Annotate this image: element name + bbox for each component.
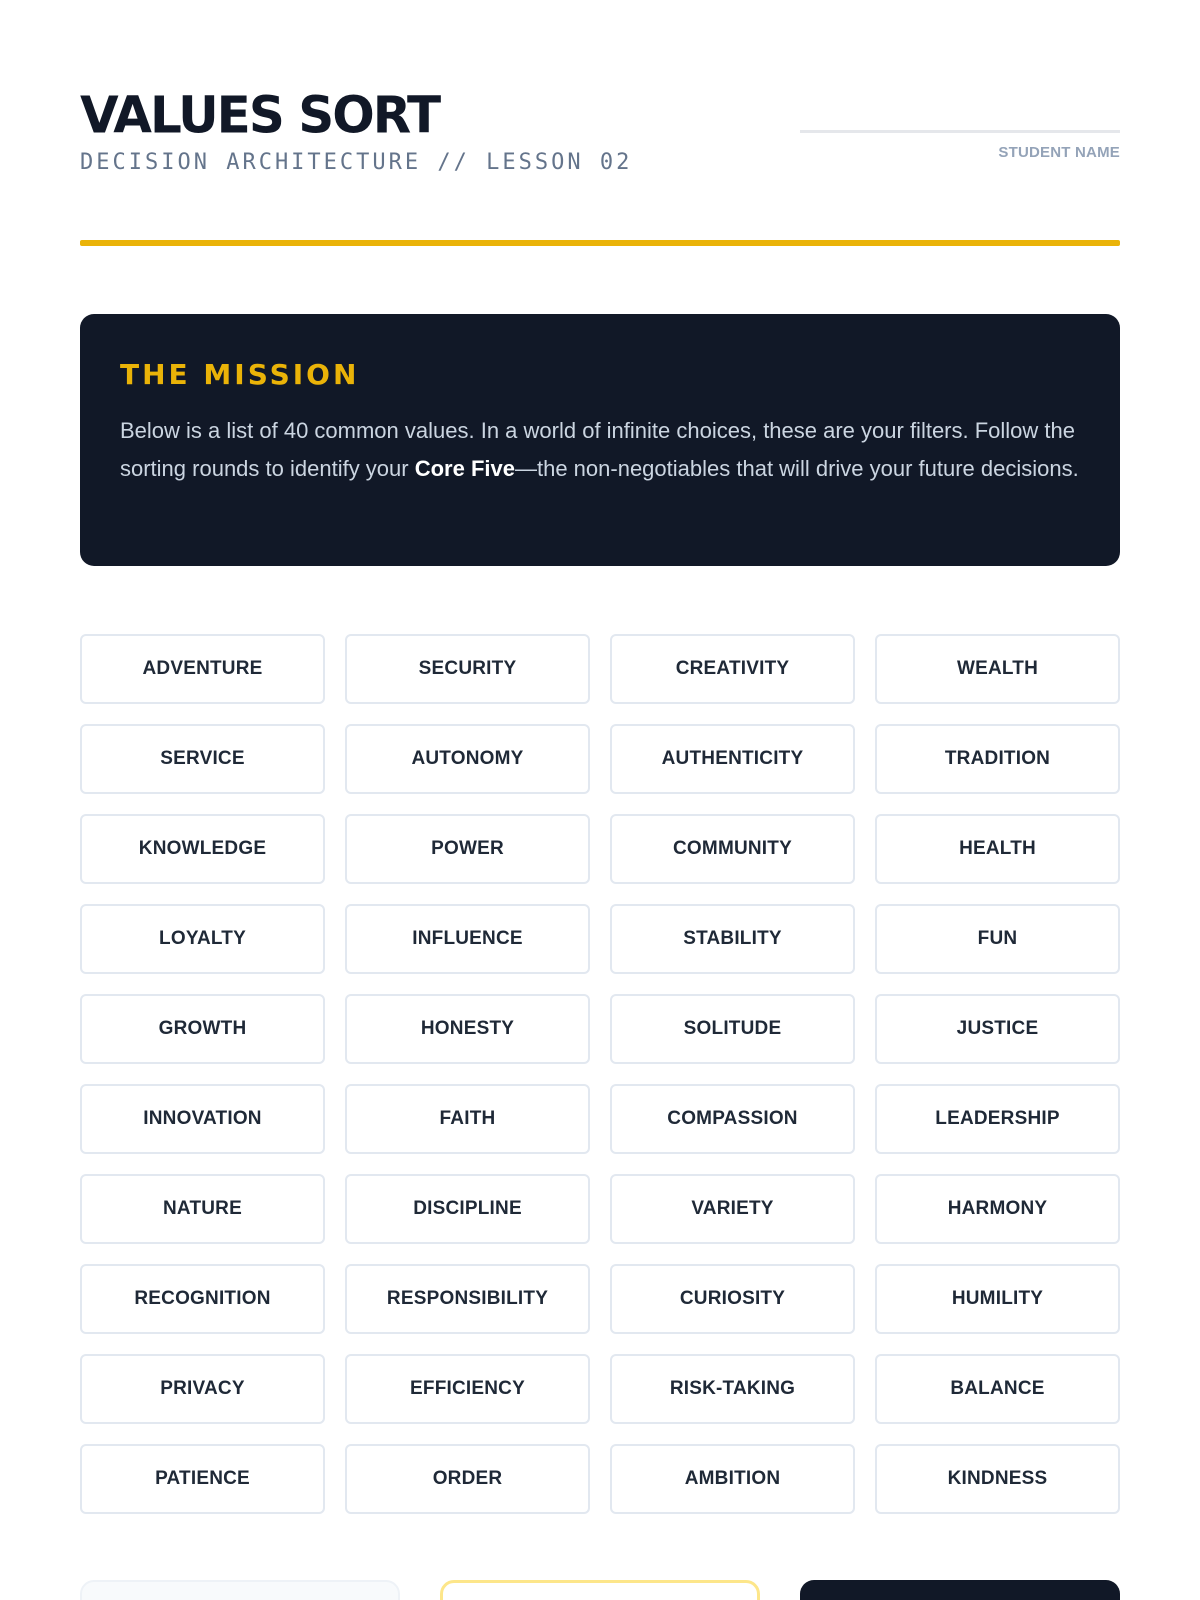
values-grid	[80, 634, 1120, 1514]
value-card[interactable]: GROWTH	[80, 994, 325, 1064]
page-subtitle: DECISION ARCHITECTURE // LESSON 02	[80, 150, 633, 175]
sorting-round-panel-2	[440, 1580, 760, 1600]
value-card[interactable]: POWER	[345, 814, 590, 884]
value-card[interactable]: SERVICE	[80, 724, 325, 794]
value-card[interactable]: KINDNESS	[875, 1444, 1120, 1514]
value-card[interactable]: HARMONY	[875, 1174, 1120, 1244]
value-card[interactable]: LEADERSHIP	[875, 1084, 1120, 1154]
page-header	[80, 84, 1120, 244]
value-card[interactable]: EFFICIENCY	[345, 1354, 590, 1424]
value-card[interactable]: RESPONSIBILITY	[345, 1264, 590, 1334]
value-card[interactable]: AUTONOMY	[345, 724, 590, 794]
mission-text	[120, 412, 1080, 488]
value-card[interactable]: JUSTICE	[875, 994, 1120, 1064]
value-card[interactable]: CREATIVITY	[610, 634, 855, 704]
mission-text-bold: Core Five	[414, 456, 515, 481]
value-card[interactable]: PRIVACY	[80, 1354, 325, 1424]
value-card[interactable]: INFLUENCE	[345, 904, 590, 974]
value-card[interactable]: HUMILITY	[875, 1264, 1120, 1334]
page-title: VALUES SORT	[80, 85, 440, 145]
value-card[interactable]: KNOWLEDGE	[80, 814, 325, 884]
value-card[interactable]: COMMUNITY	[610, 814, 855, 884]
value-card[interactable]: RECOGNITION	[80, 1264, 325, 1334]
value-card[interactable]: FAITH	[345, 1084, 590, 1154]
value-card[interactable]: TRADITION	[875, 724, 1120, 794]
sorting-round-panel-3	[800, 1580, 1120, 1600]
value-card[interactable]: ADVENTURE	[80, 634, 325, 704]
value-card[interactable]: DISCIPLINE	[345, 1174, 590, 1244]
value-card[interactable]: HONESTY	[345, 994, 590, 1064]
value-card[interactable]: COMPASSION	[610, 1084, 855, 1154]
value-card[interactable]: INNOVATION	[80, 1084, 325, 1154]
value-card[interactable]: FUN	[875, 904, 1120, 974]
value-card[interactable]: AMBITION	[610, 1444, 855, 1514]
value-card[interactable]: NATURE	[80, 1174, 325, 1244]
student-name-label: STUDENT NAME	[998, 144, 1120, 161]
value-card[interactable]: LOYALTY	[80, 904, 325, 974]
mission-text-part2: —the non-negotiables that will drive your future decisions.	[514, 456, 1079, 481]
value-card[interactable]: STABILITY	[610, 904, 855, 974]
value-card[interactable]: PATIENCE	[80, 1444, 325, 1514]
sorting-round-panel-1	[80, 1580, 400, 1600]
mission-title: THE MISSION	[120, 358, 360, 391]
value-card[interactable]: WEALTH	[875, 634, 1120, 704]
value-card[interactable]: ORDER	[345, 1444, 590, 1514]
student-name-field[interactable]	[800, 130, 1120, 133]
value-card[interactable]: AUTHENTICITY	[610, 724, 855, 794]
mission-panel	[80, 314, 1120, 566]
header-divider	[80, 240, 1120, 246]
value-card[interactable]: CURIOSITY	[610, 1264, 855, 1334]
value-card[interactable]: SECURITY	[345, 634, 590, 704]
value-card[interactable]: SOLITUDE	[610, 994, 855, 1064]
value-card[interactable]: BALANCE	[875, 1354, 1120, 1424]
value-card[interactable]: HEALTH	[875, 814, 1120, 884]
value-card[interactable]: RISK-TAKING	[610, 1354, 855, 1424]
value-card[interactable]: VARIETY	[610, 1174, 855, 1244]
mission-text-part1: Below is a list of 40 common values. In a world of infinite choices, these are your filters. Follow the sorting rounds to identify your	[120, 418, 1075, 481]
